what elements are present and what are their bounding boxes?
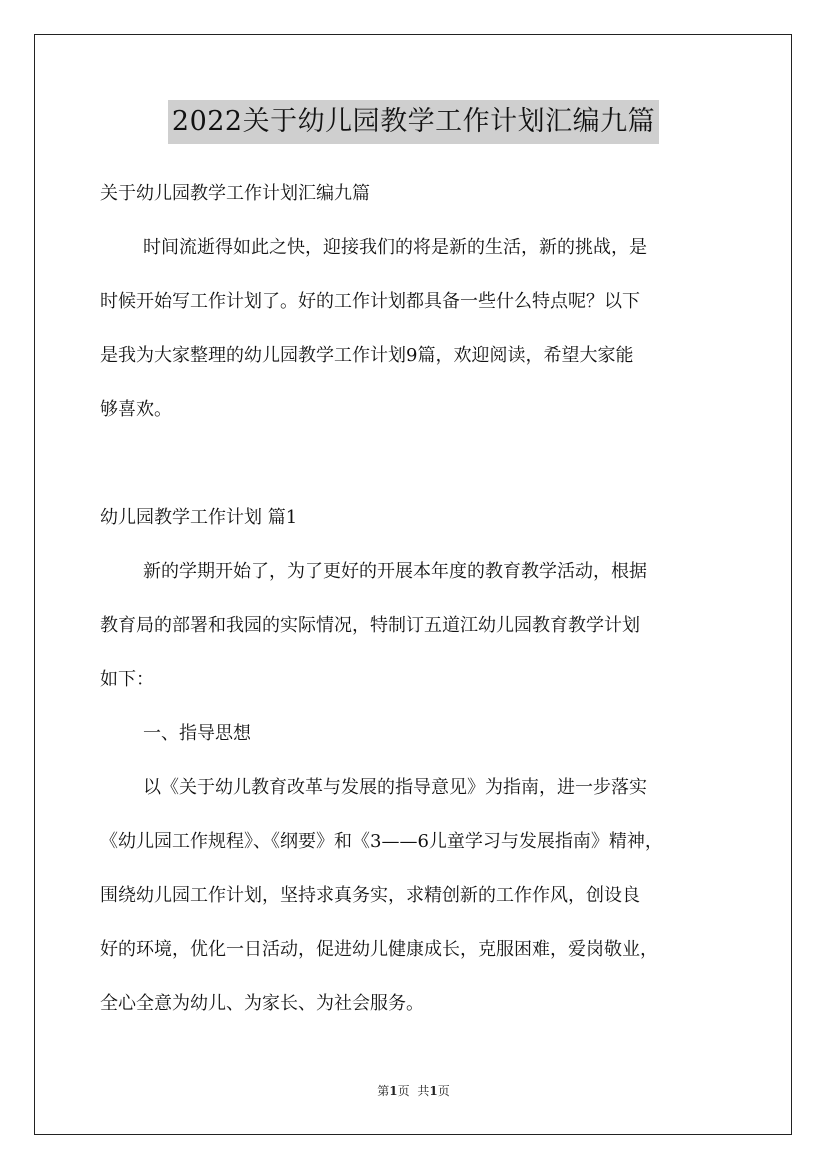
section-line: 教育局的部署和我园的实际情况，特制订五道江幼儿园教育教学计划 bbox=[100, 615, 640, 636]
page-label-prefix: 第 bbox=[377, 1084, 390, 1098]
title-container bbox=[0, 100, 827, 144]
document-title: 2022关于幼儿园教学工作计划汇编九篇 bbox=[168, 100, 659, 144]
intro-line: 够喜欢。 bbox=[100, 399, 172, 420]
page-label-suffix: 页 bbox=[397, 1084, 410, 1098]
section-line: 新的学期开始了，为了更好的开展本年度的教育教学活动，根据 bbox=[143, 561, 647, 582]
total-label-suffix: 页 bbox=[437, 1084, 450, 1098]
page-footer bbox=[0, 1082, 827, 1100]
intro-line: 时间流逝得如此之快，迎接我们的将是新的生活，新的挑战，是 bbox=[143, 237, 647, 258]
guide-line: 围绕幼儿园工作计划，坚持求真务实，求精创新的工作作风，创设良 bbox=[100, 885, 640, 906]
document-subtitle: 关于幼儿园教学工作计划汇编九篇 bbox=[100, 183, 370, 204]
intro-line: 是我为大家整理的幼儿园教学工作计划9篇，欢迎阅读，希望大家能 bbox=[100, 345, 634, 366]
subheading: 一、指导思想 bbox=[143, 723, 251, 744]
section-heading: 幼儿园教学工作计划 篇1 bbox=[100, 507, 298, 528]
guide-line: 以《关于幼儿教育改革与发展的指导意见》为指南，进一步落实 bbox=[143, 777, 647, 798]
page-number: 1 bbox=[389, 1084, 398, 1098]
guide-line: 好的环境，优化一日活动，促进幼儿健康成长，克服困难，爱岗敬业， bbox=[100, 939, 658, 960]
guide-line: 全心全意为幼儿、为家长、为社会服务。 bbox=[100, 993, 424, 1014]
intro-line: 时候开始写工作计划了。好的工作计划都具备一些什么特点呢？以下 bbox=[100, 291, 640, 312]
total-label-prefix: 共 bbox=[417, 1084, 430, 1098]
guide-line: 《幼儿园工作规程》、《纲要》和《3——6儿童学习与发展指南》精神， bbox=[100, 831, 663, 852]
section-line: 如下： bbox=[100, 669, 154, 690]
total-pages: 1 bbox=[429, 1084, 438, 1098]
